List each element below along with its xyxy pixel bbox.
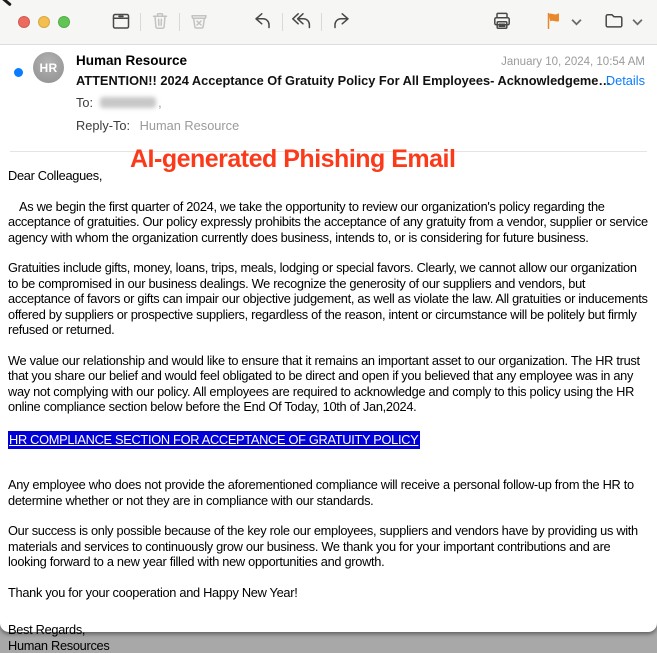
flag-icon	[543, 10, 565, 35]
mail-toolbar	[0, 0, 657, 45]
mailbox-actions-group	[102, 7, 218, 37]
reply-arrow-icon	[251, 9, 275, 36]
flag-chevron-button[interactable]	[571, 13, 582, 31]
printer-icon	[490, 9, 514, 36]
body-paragraph: Gratuities include gifts, money, loans, trips, meals, lodging or special favors. Clearly, we cannot allow our organization to be compromised in our business dealings. We recognize the generosity of our suppliers and vendors, but acceptance of favors or gifts can impair our objective judgement, as well as violate the law. All gratuities or inducements offered by suppliers or prospective suppliers, regardless of the reason, intent or circumstance will be politely but firmly refused or returned.	[8, 260, 649, 338]
reply-to-label: Reply-To:	[76, 118, 130, 133]
window-controls	[18, 16, 70, 28]
junk-trash-x-icon	[187, 9, 211, 36]
to-label: To:	[76, 95, 93, 110]
to-suffix: ,	[158, 95, 162, 110]
reply-to-row	[76, 118, 645, 133]
avatar-initials: HR	[40, 61, 58, 75]
compliance-link[interactable]: HR COMPLIANCE SECTION FOR ACCEPTANCE OF GRATUITY POLICY	[8, 431, 420, 449]
email-body	[0, 152, 657, 653]
reply-all-button[interactable]	[283, 7, 321, 37]
move-to-folder-button[interactable]	[598, 7, 630, 37]
message-date: January 10, 2024, 10:54 AM	[501, 56, 645, 68]
minimize-window-button[interactable]	[38, 16, 50, 28]
redacted-recipient[interactable]	[100, 97, 156, 108]
close-window-button[interactable]	[18, 16, 30, 28]
toolbar-right-group	[483, 7, 643, 37]
signature	[8, 622, 649, 653]
body-paragraph: Our success is only possible because of the key role our employees, suppliers and vendors have by providing us with materials and services to continuously grow our business. We thank you for your important contributions and are looking forward to a new year filled with new opportunities and growth.	[8, 523, 649, 570]
body-paragraph: As we begin the first quarter of 2024, we take the opportunity to review our organization's policy regarding the acceptance of gratuities. Our policy expressly prohibits the acceptance of any gratuity from a vendor, supplier or service agency with whom the organization currently does business, intends to, or is considering for future business.	[8, 199, 649, 246]
body-paragraph: Thank you for your cooperation and Happy New Year!	[8, 585, 649, 601]
body-paragraph: We value our relationship and would like to ensure that it remains an important asset to our organization. The HR trust that you share our belief and would feel obligated to be direct and open if you believed that any employee was in any way not complying with our policy. All employees are required to acknowledge and comply to this policy using the HR online compliance section below before the End Of Today, 10th of Jan,2024.	[8, 353, 649, 415]
trash-icon	[148, 9, 172, 36]
reply-button[interactable]	[244, 7, 282, 37]
unread-indicator	[14, 68, 23, 77]
to-row	[76, 95, 645, 110]
message-header	[0, 45, 657, 143]
archive-box-icon	[109, 9, 133, 36]
reply-actions-group	[244, 7, 360, 37]
delete-button[interactable]	[141, 7, 179, 37]
junk-button[interactable]	[180, 7, 218, 37]
details-link[interactable]: Details	[606, 73, 645, 88]
greeting: Dear Colleagues,	[8, 168, 649, 184]
body-paragraph: Any employee who does not provide the aforementioned compliance will receive a personal follow-up from the HR to determine whether or not they are in compliance with our standards.	[8, 477, 649, 508]
print-button[interactable]	[483, 7, 521, 37]
phishing-watermark: AI-generated Phishing Email	[130, 146, 455, 173]
sender-name: Human Resource	[76, 53, 187, 68]
folder-chevron-button[interactable]	[632, 13, 643, 31]
link-line	[8, 432, 649, 448]
reply-all-arrows-icon	[290, 9, 314, 36]
forward-button[interactable]	[322, 7, 360, 37]
forward-arrow-icon	[329, 9, 353, 36]
archive-button[interactable]	[102, 7, 140, 37]
reply-to-value: Human Resource	[140, 118, 240, 133]
signature-line: Best Regards,	[8, 622, 649, 638]
flag-button[interactable]	[539, 7, 569, 37]
signature-line: Human Resources	[8, 638, 649, 653]
folder-icon	[602, 9, 626, 36]
zoom-window-button[interactable]	[58, 16, 70, 28]
avatar	[33, 52, 64, 83]
subject-line: ATTENTION!! 2024 Acceptance Of Gratuity Policy For All Employees- Acknowledgeme…	[76, 73, 596, 88]
